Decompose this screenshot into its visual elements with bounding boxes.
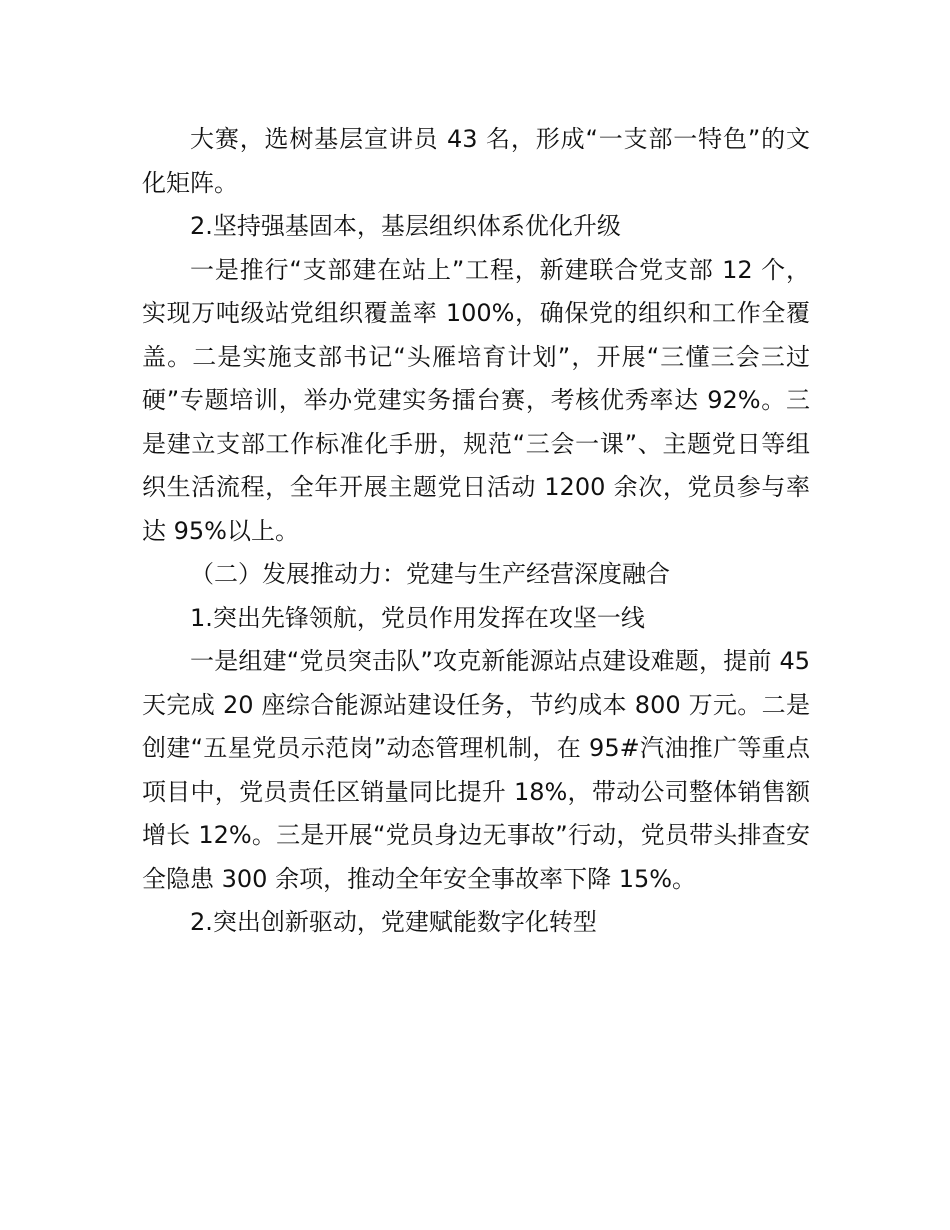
document-body [142, 118, 810, 945]
heading-grassroots-organization: 2.坚持强基固本，基层组织体系优化升级 [190, 212, 621, 240]
section-heading-development-drive: （二）发展推动力：党建与生产经营深度融合 [190, 560, 670, 588]
heading-vanguard-leadership: 1.突出先锋领航，党员作用发挥在攻坚一线 [190, 603, 645, 632]
paragraph-branch-building: 一是推行“支部建在站上”工程，新建联合党支部 12 个，实现万吨级站党组织覆盖率 100%，确保党的组织和工作全覆盖。二是实施支部书记“头雁培育计划”，开展“三懂三会三过硬”专题培训，举办党建实务擂台赛，考核优秀率达 92%。三是建立支部工作标准化手册，规范“三会一课”、主题党日等组织生活流程，全年开展主题党日活动 1200 余次，党员参与率达 95%以上。 [142, 255, 810, 545]
heading-innovation-drive: 2.突出创新驱动，党建赋能数字化转型 [190, 908, 597, 936]
paragraph-party-member-commando: 一是组建“党员突击队”攻克新能源站点建设难题，提前 45 天完成 20 座综合能源站建设任务，节约成本 800 万元。二是创建“五星党员示范岗”动态管理机制，在 95#汽油推广等重点项目中，党员责任区销量同比提升 18%，带动公司整体销售额增长 12%。三是开展“党员身边无事故”行动，党员带头排查安全隐患 300 余项，推动全年安全事故率下降 15%。 [142, 647, 810, 893]
paragraph-culture-matrix: 大赛，选树基层宣讲员 43 名，形成“一支部一特色”的文化矩阵。 [142, 125, 810, 197]
